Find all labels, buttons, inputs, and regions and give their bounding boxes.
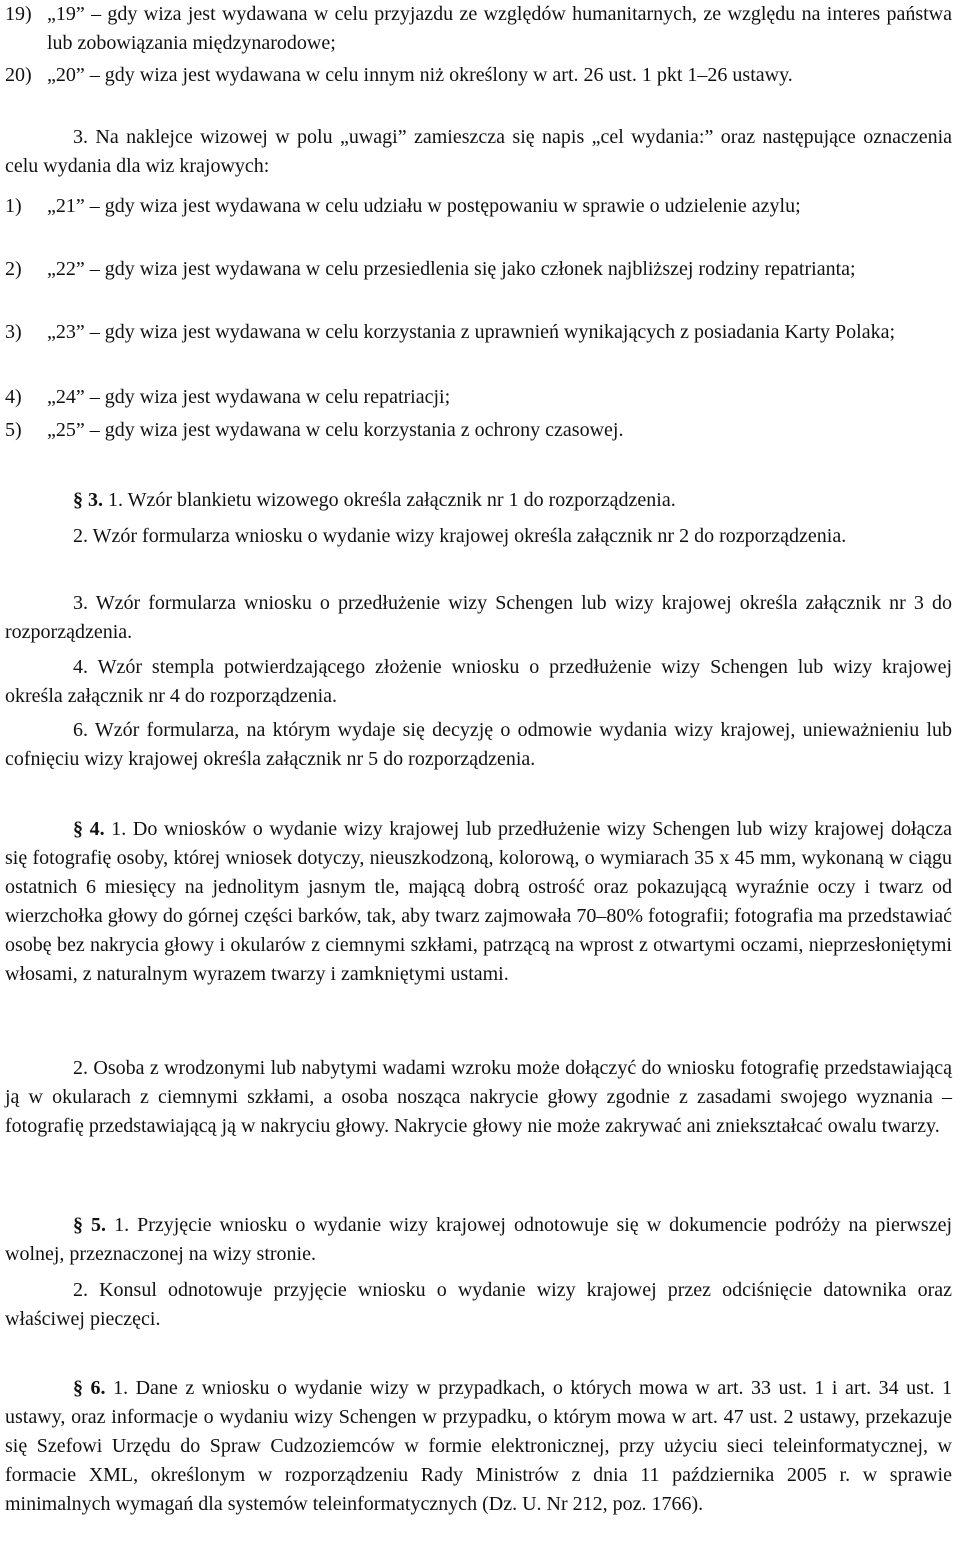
item-number: 4) — [5, 386, 22, 408]
paragraph — [5, 716, 952, 774]
item-text: „19” – gdy wiza jest wydawana w celu przyjazdu ze względów humanitarnych, ze względu na interes państwa lub zobowiązania międzynarodowe; — [47, 3, 952, 54]
item-text: „24” – gdy wiza jest wydawana w celu repatriacji; — [47, 386, 451, 408]
paragraph — [5, 1374, 952, 1519]
section-heading: § 3. — [73, 489, 103, 511]
paragraph — [5, 1276, 952, 1334]
list-item — [5, 61, 952, 90]
paragraph-number: 2. — [73, 525, 88, 547]
item-number: 3) — [5, 321, 22, 343]
item-text: „21” – gdy wiza jest wydawana w celu udziału w postępowaniu w sprawie o udzielenie azylu; — [47, 195, 801, 217]
paragraph — [5, 522, 952, 551]
paragraph — [5, 1054, 952, 1141]
item-text: „25” – gdy wiza jest wydawana w celu korzystania z ochrony czasowej. — [47, 419, 624, 441]
paragraph-number: 2. — [73, 1279, 88, 1301]
paragraph-text: Osoba z wrodzonymi lub nabytymi wadami wzroku może dołączyć do wniosku fotografię przedstawiającą ją w okularach z ciemnymi szkłami, a osoba nosząca nakrycie głowy zgodnie z zasadami swojego wyznania – fotografię przedstawiającą ją w nakryciu głowy. Nakrycie głowy nie może zakrywać ani zniekształcać owalu twarzy. — [5, 1057, 953, 1137]
paragraph — [5, 815, 952, 989]
list-item — [5, 416, 952, 445]
item-number: 5) — [5, 419, 22, 441]
paragraph — [5, 589, 952, 647]
list-item — [5, 192, 952, 221]
list-item — [5, 318, 952, 347]
paragraph-number: 2. — [73, 1057, 88, 1079]
paragraph-text: Przyjęcie wniosku o wydanie wizy krajowej odnotowuje się w dokumencie podróży na pierwszej wolnej, przeznaczonej na wizy stronie. — [5, 1214, 953, 1265]
paragraph — [5, 123, 952, 181]
paragraph-text: Na naklejce wizowej w polu „uwagi” zamieszcza się napis „cel wydania:” oraz następujące oznaczenia celu wydania dla wiz krajowych: — [5, 126, 953, 177]
paragraph-number: 1. — [111, 818, 127, 840]
paragraph-text: Wzór stempla potwierdzającego złożenie wniosku o przedłużenie wizy Schengen lub wizy krajowej określa załącznik nr 4 do rozporządzenia. — [5, 656, 953, 707]
paragraph-text: Wzór formularza wniosku o przedłużenie wizy Schengen lub wizy krajowej określa załącznik nr 3 do rozporządzenia. — [5, 592, 953, 643]
list-item — [5, 0, 952, 58]
list-item — [5, 255, 952, 284]
item-number: 2) — [5, 258, 22, 280]
section-heading: § 6. — [73, 1377, 106, 1399]
paragraph — [5, 1211, 952, 1269]
paragraph-text: Wzór formularza, na którym wydaje się decyzję o odmowie wydania wizy krajowej, unieważnieniu lub cofnięciu wizy krajowej określa załącznik nr 5 do rozporządzenia. — [5, 719, 953, 770]
item-number: 19) — [5, 3, 32, 25]
paragraph-text: Wzór formularza wniosku o wydanie wizy krajowej określa załącznik nr 2 do rozporządzenia. — [92, 525, 847, 547]
paragraph-text: Dane z wniosku o wydanie wizy w przypadkach, o których mowa w art. 33 ust. 1 i art. 34 ust. 1 ustawy, oraz informacje o wydaniu wizy Schengen w przypadku, o którym mowa w art. 47 ust. 2 ustawy, przekazuje się Szefowi Urzędu do Spraw Cudzoziemców w formie elektronicznej, przy użyciu sieci teleinformatycznej, w formacie XML, określonym w rozporządzeniu Rady Ministrów z dnia 11 października 2005 r. w sprawie minimalnych wymagań dla systemów teleinformatycznych (Dz. U. Nr 212, poz. 1766). — [5, 1377, 953, 1515]
paragraph-number: 1. — [113, 1377, 129, 1399]
paragraph-number: 6. — [73, 719, 88, 741]
item-text: „22” – gdy wiza jest wydawana w celu przesiedlenia się jako członek najbliższej rodziny repatrianta; — [47, 258, 856, 280]
paragraph-text: Konsul odnotowuje przyjęcie wniosku o wydanie wizy krajowej przez odciśnięcie datownika oraz właściwej pieczęci. — [5, 1279, 953, 1330]
list-item — [5, 383, 952, 412]
paragraph-number: 1. — [114, 1214, 130, 1236]
paragraph — [5, 486, 952, 515]
paragraph-number: 3. — [73, 592, 88, 614]
item-text: „20” – gdy wiza jest wydawana w celu innym niż określony w art. 26 ust. 1 pkt 1–26 ustawy. — [47, 64, 793, 86]
paragraph — [5, 653, 952, 711]
item-text: „23” – gdy wiza jest wydawana w celu korzystania z uprawnień wynikających z posiadania Karty Polaka; — [47, 321, 896, 343]
item-number: 20) — [5, 64, 32, 86]
section-heading: § 5. — [73, 1214, 107, 1236]
paragraph-text: Wzór blankietu wizowego określa załącznik nr 1 do rozporządzenia. — [127, 489, 676, 511]
section-heading: § 4. — [73, 818, 105, 840]
paragraph-number: 3. — [73, 126, 88, 148]
item-number: 1) — [5, 195, 22, 217]
paragraph-number: 4. — [73, 656, 88, 678]
paragraph-number: 1. — [108, 489, 123, 511]
paragraph-text: Do wniosków o wydanie wizy krajowej lub przedłużenie wizy Schengen lub wizy krajowej dołącza się fotografię osoby, której wniosek dotyczy, nieuszkodzoną, kolorową, o wymiarach 35 x 45 mm, wykonaną w ciągu ostatnich 6 miesięcy na jednolitym jasnym tle, mającą dobrą ostrość oraz pokazującą wyraźnie oczy i twarz od wierzchołka głowy do górnej części barków, tak, aby twarz zajmowała 70–80% fotografii; fotografia ma przedstawiać osobę bez nakrycia głowy i okularów z ciemnymi szkłami, patrzącą na wprost z otwartymi oczami, nieprzesłoniętymi włosami, z naturalnym wyrazem twarzy i zamkniętymi ustami. — [5, 818, 953, 985]
